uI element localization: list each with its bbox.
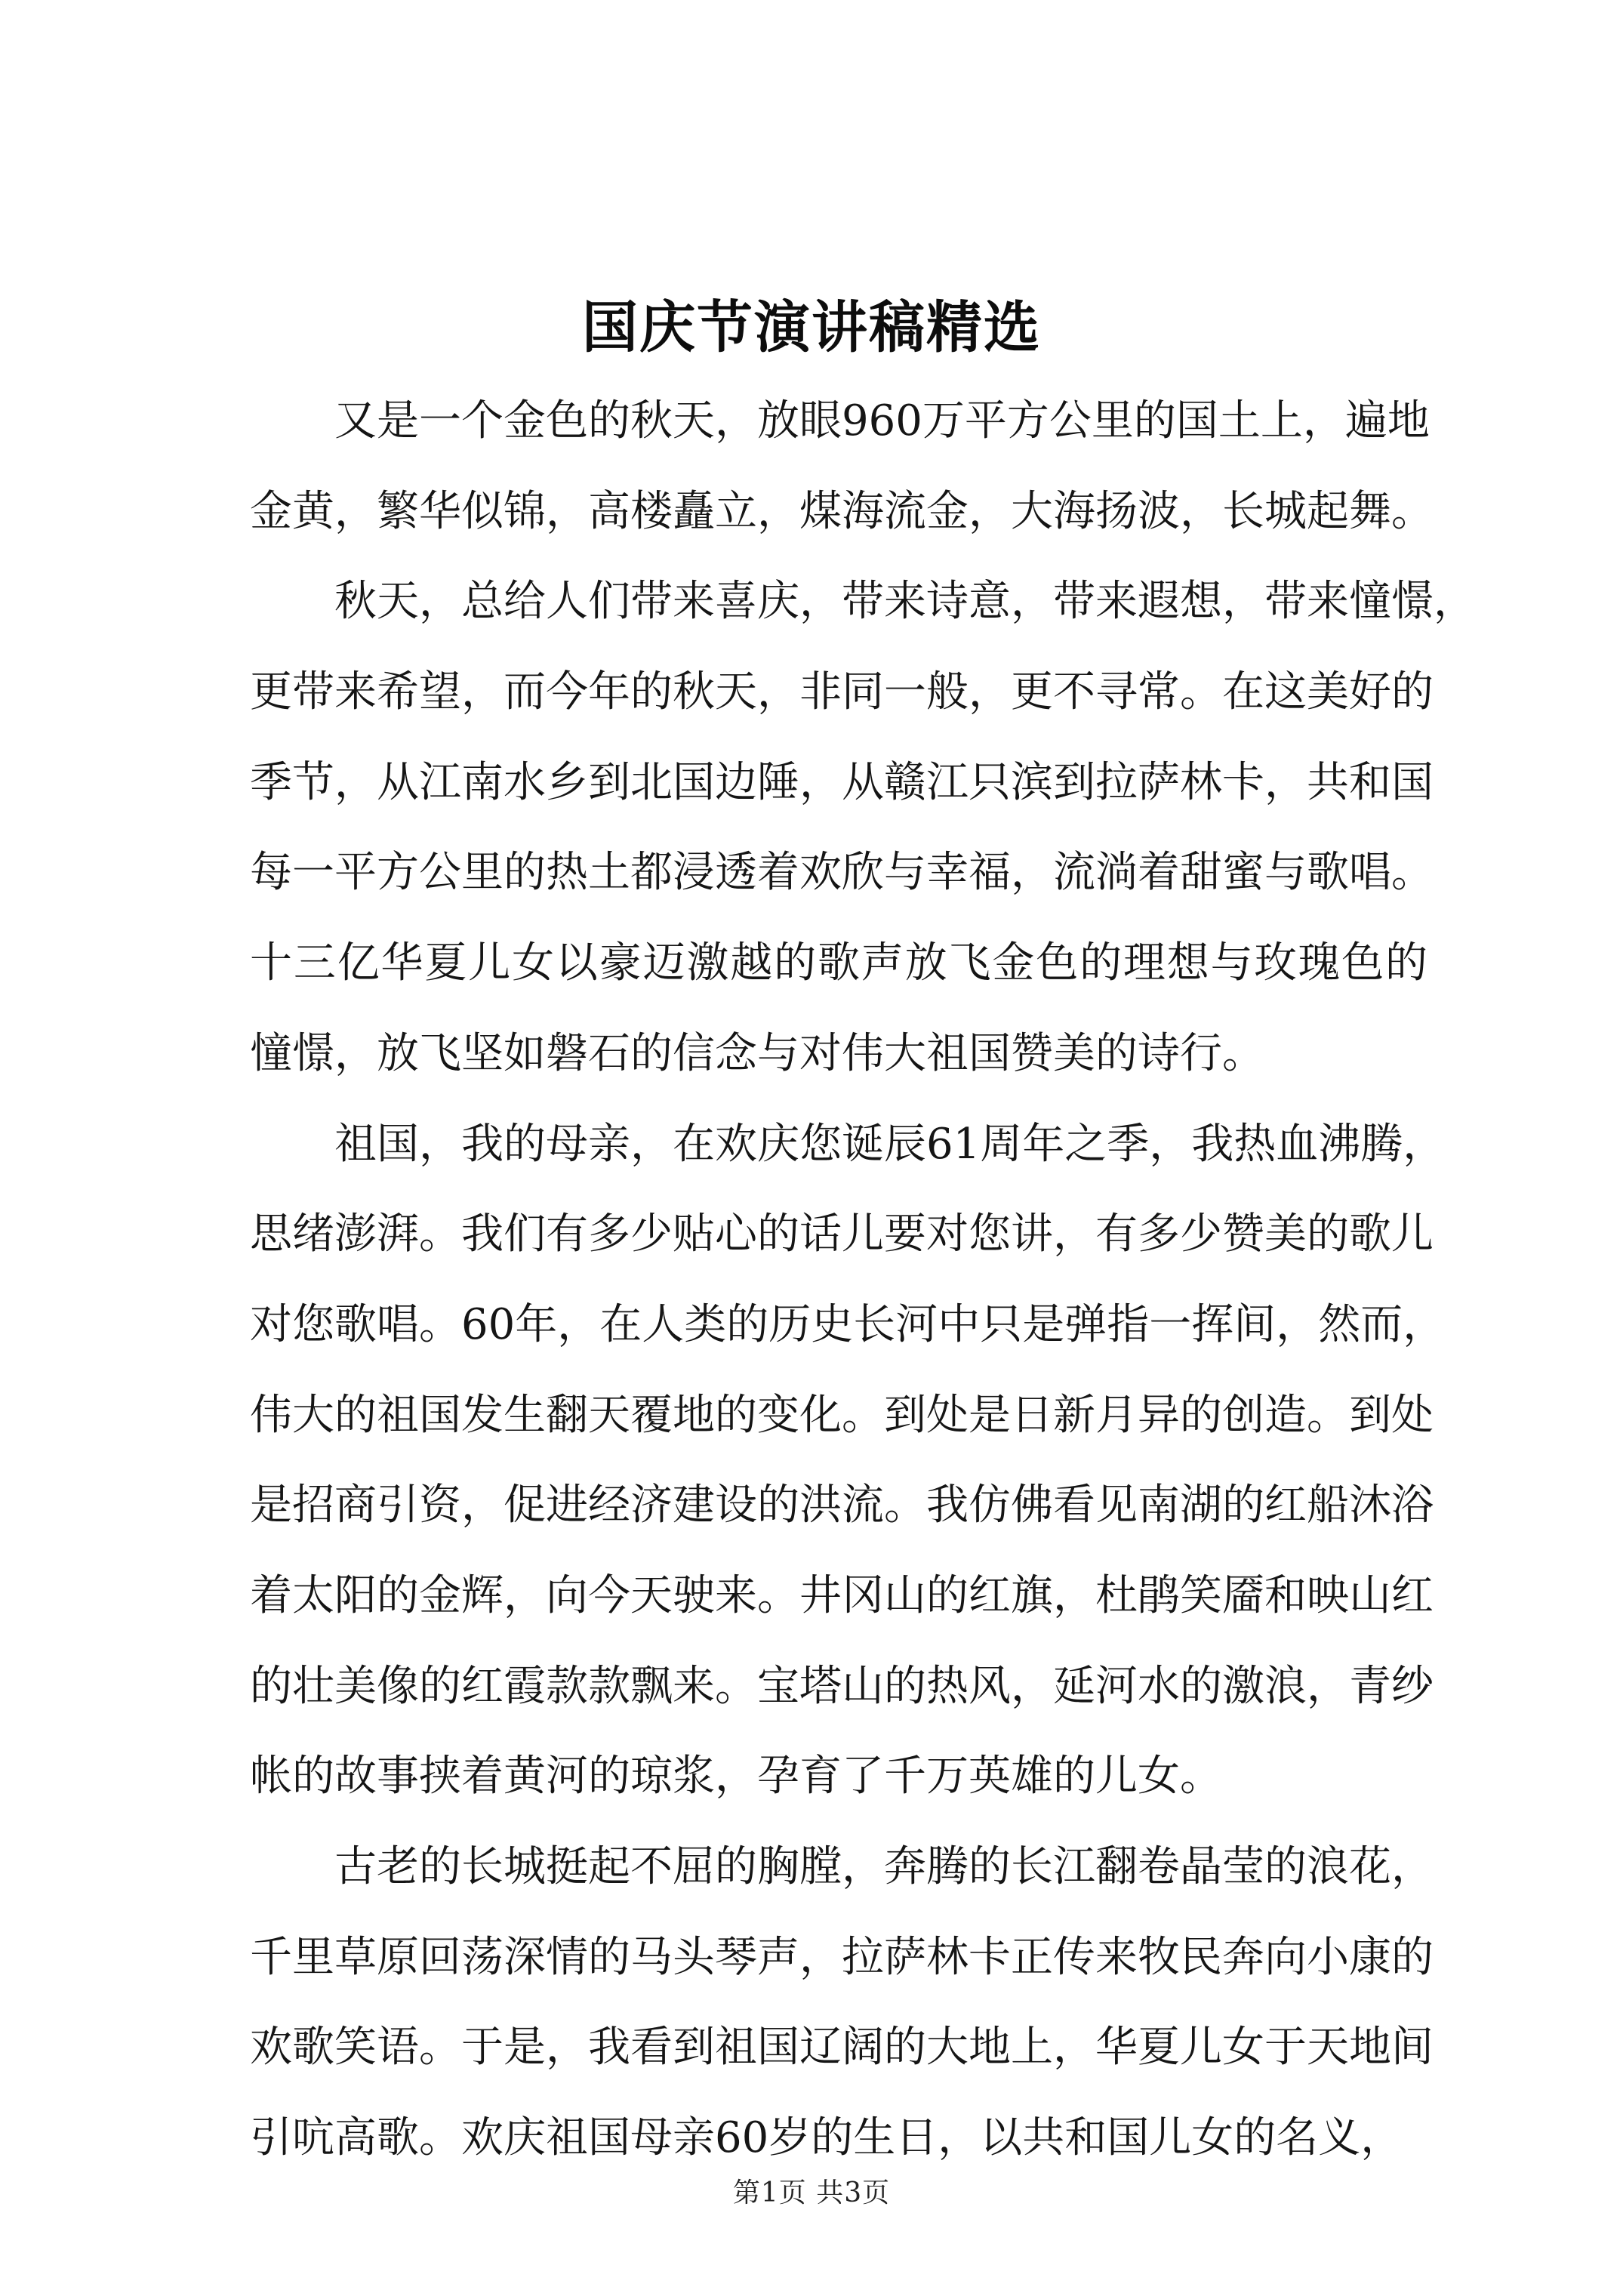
paragraph-4-line-2: 千里草原回荡深情的马头琴声，拉萨林卡正传来牧民奔向小康的 (250, 1932, 1434, 1982)
paragraph-4-line-1: 古老的长城挺起不屈的胸膛，奔腾的长江翻卷晶莹的浪花， (334, 1842, 1434, 1891)
paragraph-2-line-3: 季节，从江南水乡到北国边陲，从赣江只滨到拉萨林卡，共和国 (250, 757, 1434, 807)
paragraph-3-line-7: 的壮美像的红霞款款飘来。宝塔山的热风，延河水的激浪，青纱 (250, 1661, 1434, 1711)
paragraph-2-line-5: 十三亿华夏儿女以豪迈激越的歌声放飞金色的理想与玫瑰色的 (250, 938, 1427, 988)
paragraph-1-line-1: 又是一个金色的秋天，放眼960万平方公里的国土上，遍地 (334, 396, 1430, 445)
paragraph-2-line-1: 秋天，总给人们带来喜庆，带来诗意，带来遐想，带来憧憬， (334, 577, 1476, 627)
paragraph-2-line-4: 每一平方公里的热土都浸透着欢欣与幸福，流淌着甜蜜与歌唱。 (250, 848, 1434, 898)
paragraph-2-line-6: 憧憬，放飞坚如磐石的信念与对伟大祖国赞美的诗行。 (250, 1028, 1264, 1078)
paragraph-1-line-2: 金黄，繁华似锦，高楼矗立，煤海流金，大海扬波，长城起舞。 (250, 486, 1434, 536)
paragraph-3-line-2: 思绪澎湃。我们有多少贴心的话儿要对您讲，有多少赞美的歌儿 (250, 1210, 1434, 1259)
paragraph-4-line-4: 引吭高歌。欢庆祖国母亲60岁的生日，以共和国儿女的名义， (250, 2113, 1403, 2163)
paragraph-3-line-3: 对您歌唱。60年，在人类的历史长河中只是弹指一挥间，然而， (250, 1299, 1446, 1349)
page-number-footer: 第1页 共3页 (732, 2177, 891, 2208)
paragraph-3-line-8: 帐的故事挟着黄河的琼浆，孕育了千万英雄的儿女。 (250, 1752, 1222, 1801)
paragraph-3-line-4: 伟大的祖国发生翻天覆地的变化。到处是日新月异的创造。到处 (250, 1390, 1434, 1440)
paragraph-3-line-6: 着太阳的金辉，向今天驶来。井冈山的红旗，杜鹃笑靥和映山红 (250, 1570, 1434, 1620)
paragraph-2-line-2: 更带来希望，而今年的秋天，非同一般，更不寻常。在这美好的 (250, 667, 1434, 717)
document-title: 国庆节演讲稿精选 (582, 295, 1041, 360)
paragraph-3-line-5: 是招商引资，促进经济建设的洪流。我仿佛看见南湖的红船沐浴 (250, 1481, 1434, 1530)
paragraph-4-line-3: 欢歌笑语。于是，我看到祖国辽阔的大地上，华夏儿女于天地间 (250, 2023, 1434, 2073)
document-body (250, 376, 1476, 2184)
paragraph-3-line-1: 祖国，我的母亲，在欢庆您诞辰61周年之季，我热血沸腾， (334, 1119, 1446, 1169)
